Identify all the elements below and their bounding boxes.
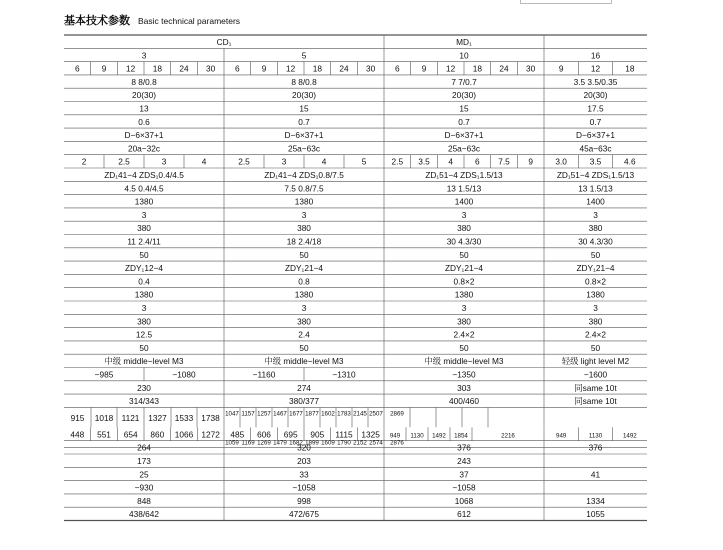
table-cell: 400/460 [449, 396, 479, 407]
table-cell: 11 2.4/11 [127, 236, 161, 247]
table-cell: 20(30) [292, 90, 316, 101]
table-cell: 1479 [273, 439, 287, 447]
table-cell: 2.5 [391, 156, 404, 167]
table-cell: 24 [179, 63, 189, 74]
table-cell: 2216 [501, 432, 515, 440]
table-cell: 13 [139, 103, 149, 114]
table-cell: −985 [94, 369, 114, 380]
table-cell: 1380 [134, 289, 154, 300]
table-cell: ZD₁41−4 ZDS₁0.8/7.5 [264, 170, 344, 180]
table-cell: 2152 [353, 439, 367, 447]
table-cell: 2507 [369, 410, 383, 418]
table-cell: 303 [457, 382, 471, 393]
table-cell: 1257 [257, 410, 271, 418]
table-cell: 20a−32c [127, 143, 161, 154]
table-cell: 中级 middle−level M3 [104, 356, 184, 367]
table-cell: 551 [97, 429, 111, 440]
table-cell: 6 [475, 156, 480, 167]
table-cell: 243 [457, 456, 471, 466]
table-cell: 20(30) [452, 90, 476, 101]
table-cell: 18 2.4/18 [286, 236, 322, 247]
table-cell: 376 [588, 442, 603, 453]
table-cell: −1350 [452, 369, 476, 380]
table-cell: 380 [588, 223, 603, 234]
table-cell: 230 [137, 382, 151, 393]
table-cell: 606 [257, 429, 271, 440]
table-cell: 2.4 [298, 329, 310, 340]
table-cell: 3 [161, 156, 167, 167]
table-cell: 1334 [586, 495, 605, 506]
table-cell: 50 [139, 249, 149, 260]
table-cell: 50 [299, 342, 309, 353]
table-cell: 1609 [321, 439, 335, 447]
table-cell: 1533 [174, 412, 194, 423]
table-cell: D−6×37+1 [124, 130, 164, 141]
table-cell: 3 [141, 50, 147, 61]
table-cell: 15 [299, 103, 309, 114]
table-cell: 2 [81, 156, 87, 167]
table-cell: 1157 [241, 410, 255, 418]
table-cell: 4 [448, 156, 453, 167]
table-cell: 274 [297, 382, 311, 393]
table-cell: 9 [421, 63, 427, 74]
table-cell: 2876 [390, 439, 404, 447]
table-cell: ZD₁51−4 ZDS₁1.5/13 [556, 170, 635, 180]
table-cell: 0.4 [138, 276, 150, 287]
table-cell: 中级 middle−level M3 [264, 356, 344, 367]
table-cell: 380 [137, 223, 151, 234]
table-cell: 438/642 [129, 509, 159, 520]
table-cell: 2.4×2 [453, 329, 475, 340]
table-cell: 同same 10t [574, 382, 617, 393]
table-cell: 1066 [174, 429, 194, 440]
table-cell: 3 [281, 156, 287, 167]
table-cell: 24 [499, 63, 509, 74]
table-cell: 2574 [369, 439, 383, 447]
table-cell: 905 [310, 429, 325, 440]
table-cell: 12.5 [135, 329, 153, 340]
table-cell: 1055 [586, 509, 605, 520]
table-cell: 30 [366, 63, 376, 74]
table-cell: 1492 [432, 432, 446, 440]
table-cell: 2145 [353, 410, 367, 418]
table-cell: 2.5 [118, 156, 130, 167]
table-cell: 20(30) [132, 90, 156, 101]
table-cell: 1380 [134, 196, 154, 207]
table-cell: 轻级 light level M2 [561, 356, 630, 367]
table-cell: 同same 10t [574, 396, 617, 407]
table-cell: 6 [75, 63, 80, 74]
table-cell: 1783 [337, 410, 351, 418]
table-cell: 2869 [390, 410, 404, 418]
table-cell: 12 [126, 63, 136, 74]
table-cell: 3.0 [555, 156, 567, 167]
table-cell: 7.5 0.8/7.5 [284, 183, 324, 194]
table-cell: 中级 middle−level M3 [424, 356, 504, 367]
table-cell: 37 [459, 469, 469, 480]
table-cell: 17.5 [587, 103, 604, 114]
table-cell: 1467 [273, 410, 287, 418]
table-cell: 12 [446, 63, 456, 74]
table-cell: 1400 [586, 196, 605, 207]
table-cell: 1121 [121, 412, 140, 423]
table-cell: 6 [395, 63, 400, 74]
table-cell: 1068 [454, 495, 474, 506]
table-cell: 3 [593, 303, 598, 313]
table-cell: 7.5 [498, 156, 510, 167]
table-cell: 915 [70, 412, 85, 423]
table-cell: 12 [590, 63, 601, 74]
table-cell: 5 [361, 156, 367, 167]
table-cell: 8 8/0.8 [291, 76, 317, 87]
table-cell: 264 [137, 442, 151, 453]
table-cell: 1790 [337, 439, 351, 447]
table-cell: 3 [593, 209, 598, 220]
table-cell: D−6×37+1 [576, 130, 615, 141]
table-cell: 1492 [622, 432, 637, 440]
table-cell: ZD₁51−4 ZDS₁1.5/13 [425, 170, 503, 180]
table-cell: 25a−63c [287, 143, 321, 154]
table-cell: 10 [459, 50, 469, 61]
table-cell: 2.5 [238, 156, 250, 167]
table-cell: 472/675 [289, 509, 319, 520]
table-cell: 0.7 [458, 116, 470, 127]
table-cell: 13 1.5/13 [446, 183, 482, 194]
table-cell: −1058 [292, 482, 316, 493]
table-cell: 380 [588, 316, 603, 327]
table-cell: −1600 [583, 369, 608, 380]
table-cell: 24 [339, 63, 349, 74]
table-cell: 3.5 [418, 156, 430, 167]
table-cell: 3.5 [589, 156, 602, 167]
table-cell: 1380 [454, 289, 474, 300]
table-cell: 1018 [94, 412, 114, 423]
table-cell: 12 [286, 63, 296, 74]
table-cell: 4 [321, 156, 327, 167]
table-cell: 9 [261, 63, 267, 74]
table-cell: D−6×37+1 [284, 130, 324, 141]
table-cell: 380 [297, 223, 311, 234]
table-cell: 4.6 [624, 156, 636, 167]
heading-cn: 基本技术参数 [64, 15, 130, 27]
table-cell: MD₁ [456, 37, 472, 47]
table-cell: 612 [457, 509, 471, 520]
table-cell: ZD₁41−4 ZDS₁0.4/4.5 [104, 170, 184, 180]
table-cell: 1380 [294, 289, 314, 300]
table-cell: 25 [139, 469, 149, 480]
table-cell: D−6×37+1 [444, 130, 484, 141]
table-cell: 848 [137, 495, 151, 506]
table-cell: 1602 [321, 410, 335, 418]
table-cell: 448 [70, 429, 85, 440]
table-cell: 1272 [201, 429, 220, 440]
table-cell: 0.8 [298, 276, 310, 287]
table-cell: 50 [459, 249, 469, 260]
table-cell: −930 [134, 482, 154, 493]
table-cell: 1854 [454, 432, 468, 440]
table-cell: 15 [459, 103, 469, 114]
table-cell: 1059 [225, 439, 239, 447]
table-cell: 0.6 [138, 116, 150, 127]
table-cell: ZDY₁21−4 [284, 263, 324, 274]
table-cell: 376 [457, 442, 471, 453]
table-cell: 5 [301, 50, 307, 61]
table-cell: 1682 [289, 439, 303, 447]
table-cell: 25a−63c [447, 143, 481, 154]
table-cell: 50 [299, 249, 309, 260]
table-cell: 3 [301, 209, 307, 220]
table-cell: −1160 [252, 369, 276, 380]
table-cell: ZDY₁12−4 [124, 263, 164, 274]
table-cell: 1380 [586, 289, 605, 300]
table-cell: 20(30) [583, 90, 608, 101]
table-cell: 949 [556, 432, 567, 440]
table-cell: 50 [139, 342, 149, 353]
table-cell: 6 [235, 63, 240, 74]
table-cell: 9 [528, 156, 533, 167]
table-cell: 3 [461, 209, 467, 220]
table-cell: 3.5 3.5/0.35 [573, 76, 618, 87]
table-cell: 380 [457, 223, 471, 234]
table-cell: 4.5 0.4/4.5 [124, 183, 164, 194]
table-cell: 50 [459, 342, 469, 353]
table-cell: 380 [297, 316, 311, 327]
table-cell: 3 [141, 303, 147, 313]
table-cell: −1058 [452, 482, 476, 493]
page-heading [64, 12, 240, 28]
table-cell: 50 [590, 249, 601, 260]
table-cell: 1327 [148, 412, 167, 423]
table-cell: 949 [389, 432, 401, 440]
table-cell: 380 [137, 316, 151, 327]
table-cell: 50 [590, 342, 601, 353]
table-cell: 695 [283, 429, 298, 440]
table-cell: 1380 [294, 196, 314, 207]
table-cell: 1130 [588, 432, 603, 440]
table-cell: 7 7/0.7 [451, 76, 477, 87]
table-cell: 3 [141, 209, 147, 220]
table-cell: 9 [558, 63, 564, 74]
table-cell: 173 [137, 456, 151, 466]
table-cell: 654 [123, 429, 138, 440]
table-cell: 314/343 [129, 396, 159, 407]
table-cell: 0.7 [298, 116, 310, 127]
table-cell: ZDY₁21−4 [444, 263, 484, 274]
table-cell: 4 [201, 156, 207, 167]
table-cell: 13 1.5/13 [578, 183, 613, 194]
table-cell: CD₁ [216, 37, 232, 47]
top-edge-mark [520, 0, 612, 4]
table-cell: 2.4×2 [585, 329, 606, 340]
table-cell: 33 [299, 469, 309, 480]
table-cell: 30 4.3/30 [446, 236, 482, 247]
table-cell: 860 [150, 429, 165, 440]
table-cell: 1877 [305, 410, 319, 418]
table-cell: 8 8/0.8 [131, 76, 157, 87]
table-cell: 0.8×2 [453, 276, 475, 287]
table-cell: 1115 [335, 429, 353, 440]
table-cell: 320 [297, 442, 311, 453]
parameters-table-grid [64, 33, 647, 533]
table-cell: 16 [590, 50, 601, 61]
table-cell: 998 [297, 495, 311, 506]
table-cell: −1310 [332, 369, 356, 380]
table-cell: 1738 [201, 412, 220, 423]
table-cell: 1325 [361, 429, 380, 440]
table-cell: 18 [625, 63, 635, 74]
table-cell: 1130 [410, 432, 424, 440]
table-cell: 9 [101, 63, 107, 74]
table-cell: 30 4.3/30 [578, 236, 613, 247]
table-cell: 3 [461, 303, 467, 313]
table-cell: 1169 [241, 439, 255, 447]
table-cell: 1899 [305, 439, 319, 447]
table-cell: 380 [457, 316, 471, 327]
table-cell: 0.7 [589, 116, 602, 127]
table-cell: 1047 [225, 410, 239, 418]
table-cell: 30 [526, 63, 536, 74]
table-cell: 18 [152, 63, 162, 74]
table-cell: 18 [472, 63, 482, 74]
table-cell: 1400 [454, 196, 474, 207]
parameters-table [64, 33, 647, 533]
table-cell: −1080 [172, 369, 196, 380]
heading-en: Basic technical parameters [138, 16, 241, 26]
table-cell: ZDY₁21−4 [576, 263, 615, 274]
table-cell: 203 [297, 456, 311, 466]
table-cell: 1677 [289, 410, 303, 418]
table-cell: 1269 [257, 439, 271, 447]
table-cell: 30 [206, 63, 216, 74]
table-cell: 45a−63c [579, 143, 612, 154]
table-cell: 485 [230, 429, 245, 440]
table-cell: 41 [590, 469, 601, 480]
table-cell: 380/377 [289, 396, 319, 407]
table-cell: 18 [312, 63, 322, 74]
table-cell: 3 [301, 303, 307, 313]
table-cell: 0.8×2 [585, 276, 606, 287]
